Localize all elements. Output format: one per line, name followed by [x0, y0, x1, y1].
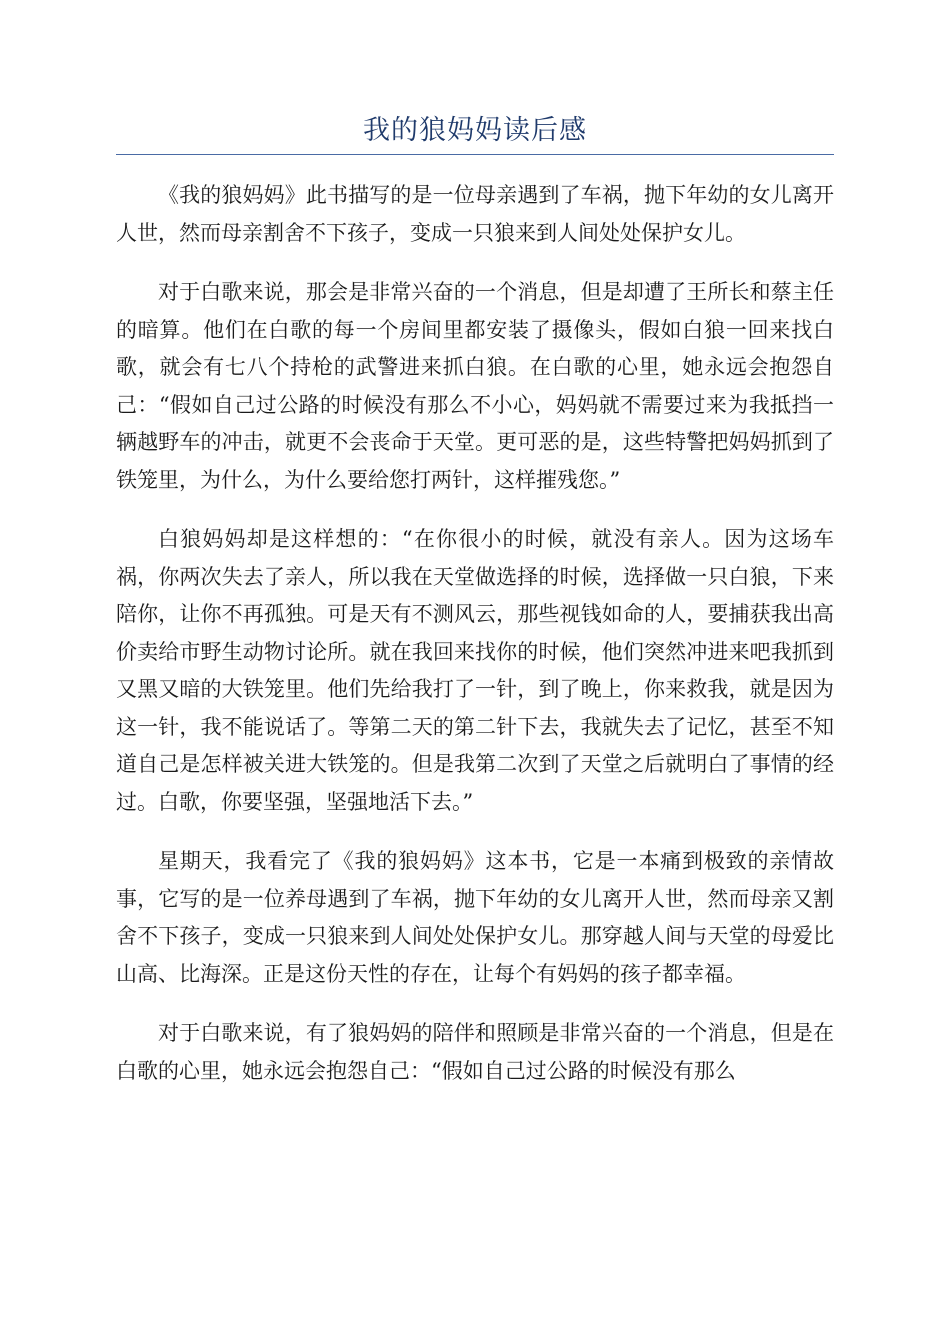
document-body	[116, 177, 834, 1090]
paragraph-3: 白狼妈妈却是这样想的：“在你很小的时候，就没有亲人。因为这场车祸，你两次失去了亲人，所以我在天堂做选择的时候，选择做一只白狼，下来陪你，让你不再孤独。可是天有不测风云，那些视钱如命的人，要捕获我出高价卖给市野生动物讨论所。就在我回来找你的时候，他们突然冲进来吧我抓到又黑又暗的大铁笼里。他们先给我打了一针，到了晚上，你来救我，就是因为这一针，我不能说话了。等第二天的第二针下去，我就失去了记忆，甚至不知道自己是怎样被关进大铁笼的。但是我第二次到了天堂之后就明白了事情的经过。白歌，你要坚强，坚强地活下去。”	[116, 527, 834, 814]
document-title: 我的狼妈妈读后感	[116, 112, 834, 155]
paragraph-4: 星期天，我看完了《我的狼妈妈》这本书，它是一本痛到极致的亲情故事，它写的是一位养母遇到了车祸，抛下年幼的女儿离开人世，然而母亲又割舍不下孩子，变成一只狼来到人间处处保护女儿。那穿越人间与天堂的母爱比山高、比海深。正是这份天性的存在，让每个有妈妈的孩子都幸福。	[116, 849, 834, 986]
paragraph-2: 对于白歌来说，那会是非常兴奋的一个消息，但是却遭了王所长和蔡主任的暗算。他们在白歌的每一个房间里都安装了摄像头，假如白狼一回来找白歌，就会有七八个持枪的武警进来抓白狼。在白歌的心里，她永远会抱怨自己：“假如自己过公路的时候没有那么不小心，妈妈就不需要过来为我抵挡一辆越野车的冲击，就更不会丧命于天堂。更可恶的是，这些特警把妈妈抓到了铁笼里，为什么，为什么要给您打两针，这样摧残您。”	[116, 280, 834, 492]
paragraph-5: 对于白歌来说，有了狼妈妈的陪伴和照顾是非常兴奋的一个消息，但是在白歌的心里，她永远会抱怨自己：“假如自己过公路的时候没有那么	[116, 1021, 834, 1083]
paragraph-1: 《我的狼妈妈》此书描写的是一位母亲遇到了车祸，抛下年幼的女儿离开人世，然而母亲割舍不下孩子，变成一只狼来到人间处处保护女儿。	[116, 183, 834, 245]
